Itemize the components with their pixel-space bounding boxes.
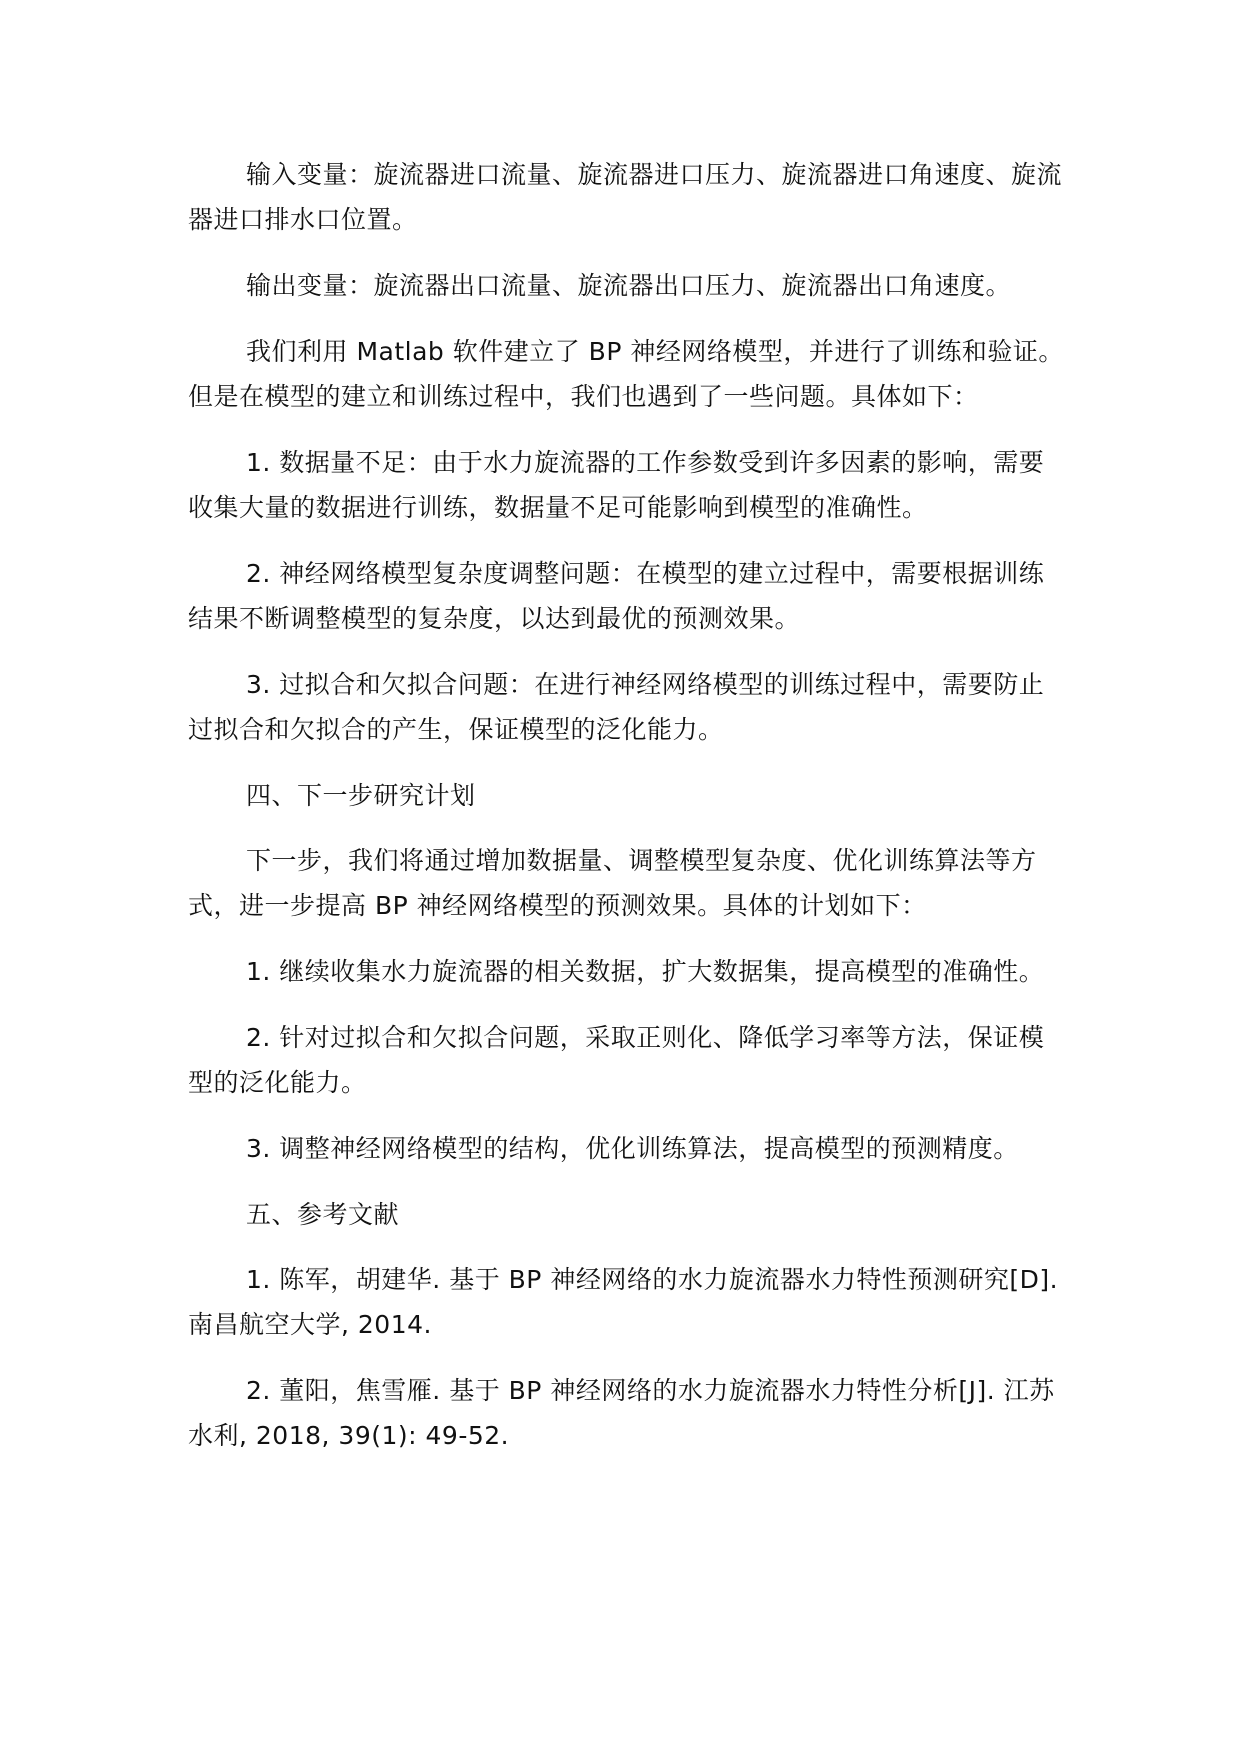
list-item-plan-1: 1. 继续收集水力旋流器的相关数据，扩大数据集，提高模型的准确性。 (246, 957, 1045, 986)
document-page (188, 152, 1068, 1479)
list-item-plan-3: 3. 调整神经网络模型的结构，优化训练算法，提高模型的预测精度。 (246, 1134, 1019, 1163)
reference-item-1: 1. 陈军，胡建华. 基于 BP 神经网络的水力旋流器水力特性预测研究[D]. 南昌航空大学, 2014. (188, 1265, 1059, 1339)
section-heading-references: 五、参考文献 (246, 1200, 400, 1229)
list-item-problem-1: 1. 数据量不足：由于水力旋流器的工作参数受到许多因素的影响，需要收集大量的数据进行训练，数据量不足可能影响到模型的准确性。 (188, 448, 1045, 522)
paragraph-input-variables: 输入变量：旋流器进口流量、旋流器进口压力、旋流器进口角速度、旋流器进口排水口位置。 (188, 160, 1063, 234)
section-heading-next-plan: 四、下一步研究计划 (246, 781, 476, 810)
list-item-problem-2: 2. 神经网络模型复杂度调整问题：在模型的建立过程中，需要根据训练结果不断调整模型的复杂度，以达到最优的预测效果。 (188, 559, 1045, 633)
paragraph-next-steps: 下一步，我们将通过增加数据量、调整模型复杂度、优化训练算法等方式，进一步提高 BP 神经网络模型的预测效果。具体的计划如下： (188, 846, 1037, 920)
paragraph-matlab-model: 我们利用 Matlab 软件建立了 BP 神经网络模型，并进行了训练和验证。但是在模型的建立和训练过程中，我们也遇到了一些问题。具体如下： (188, 337, 1064, 411)
list-item-problem-3: 3. 过拟合和欠拟合问题：在进行神经网络模型的训练过程中，需要防止过拟合和欠拟合的产生，保证模型的泛化能力。 (188, 670, 1045, 744)
list-item-plan-2: 2. 针对过拟合和欠拟合问题，采取正则化、降低学习率等方法，保证模型的泛化能力。 (188, 1023, 1045, 1097)
reference-item-2: 2. 董阳，焦雪雁. 基于 BP 神经网络的水力旋流器水力特性分析[J]. 江苏水利, 2018, 39(1): 49-52. (188, 1376, 1055, 1450)
paragraph-output-variables: 输出变量：旋流器出口流量、旋流器出口压力、旋流器出口角速度。 (246, 271, 1012, 300)
